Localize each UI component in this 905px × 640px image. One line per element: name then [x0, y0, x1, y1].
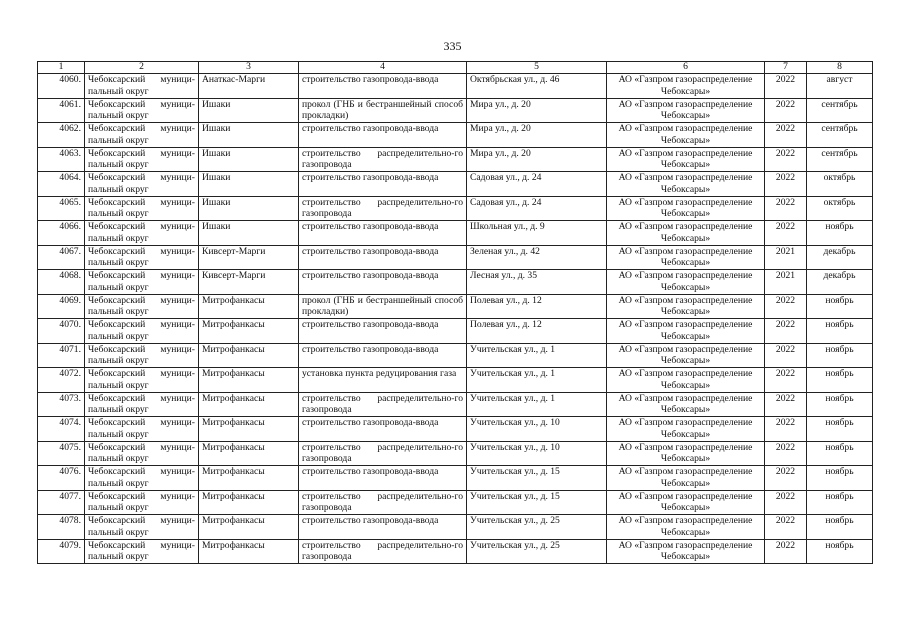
address-cell: Зеленая ул., д. 42 — [467, 245, 607, 270]
year-cell: 2022 — [765, 123, 807, 148]
locality-cell: Ишаки — [199, 221, 299, 246]
month-cell: ноябрь — [807, 392, 873, 417]
district-cell: Чебоксарский муници-пальный округ — [85, 147, 199, 172]
month-cell: сентябрь — [807, 98, 873, 123]
year-cell: 2022 — [765, 319, 807, 344]
table-row — [38, 98, 873, 123]
month-cell: декабрь — [807, 245, 873, 270]
address-cell: Мира ул., д. 20 — [467, 147, 607, 172]
table-row — [38, 196, 873, 221]
row-number-cell: 4066. — [38, 221, 85, 246]
work-type-cell: строительство распределительно-го газопровода — [299, 490, 467, 515]
locality-cell: Митрофанкасы — [199, 441, 299, 466]
locality-cell: Митрофанкасы — [199, 417, 299, 442]
address-cell: Мира ул., д. 20 — [467, 98, 607, 123]
work-type-cell: строительство газопровода-ввода — [299, 270, 467, 295]
address-cell: Октябрьская ул., д. 46 — [467, 74, 607, 99]
column-header: 1 — [38, 62, 85, 74]
work-type-cell: строительство газопровода-ввода — [299, 245, 467, 270]
table-header-row — [38, 62, 873, 74]
month-cell: ноябрь — [807, 417, 873, 442]
work-type-cell: прокол (ГНБ и бестраншейный способ прокладки) — [299, 294, 467, 319]
locality-cell: Митрофанкасы — [199, 515, 299, 540]
year-cell: 2022 — [765, 172, 807, 197]
district-cell: Чебоксарский муници-пальный округ — [85, 98, 199, 123]
table-row — [38, 368, 873, 393]
month-cell: октябрь — [807, 172, 873, 197]
month-cell: сентябрь — [807, 147, 873, 172]
table-row — [38, 417, 873, 442]
table-row — [38, 172, 873, 197]
organization-cell: АО «Газпром газораспределение Чебоксары» — [607, 368, 765, 393]
work-type-cell: строительство распределительно-го газопровода — [299, 392, 467, 417]
district-cell: Чебоксарский муници-пальный округ — [85, 515, 199, 540]
organization-cell: АО «Газпром газораспределение Чебоксары» — [607, 515, 765, 540]
locality-cell: Кивсерт-Марги — [199, 245, 299, 270]
month-cell: ноябрь — [807, 466, 873, 491]
address-cell: Учительская ул., д. 10 — [467, 441, 607, 466]
locality-cell: Кивсерт-Марги — [199, 270, 299, 295]
column-header: 5 — [467, 62, 607, 74]
locality-cell: Ишаки — [199, 147, 299, 172]
work-type-cell: строительство газопровода-ввода — [299, 515, 467, 540]
table-row — [38, 319, 873, 344]
page-number: 335 — [443, 39, 462, 53]
table-row — [38, 466, 873, 491]
district-cell: Чебоксарский муници-пальный округ — [85, 294, 199, 319]
organization-cell: АО «Газпром газораспределение Чебоксары» — [607, 392, 765, 417]
organization-cell: АО «Газпром газораспределение Чебоксары» — [607, 74, 765, 99]
row-number-cell: 4069. — [38, 294, 85, 319]
column-header: 2 — [85, 62, 199, 74]
address-cell: Садовая ул., д. 24 — [467, 172, 607, 197]
year-cell: 2022 — [765, 221, 807, 246]
table-row — [38, 294, 873, 319]
row-number-cell: 4062. — [38, 123, 85, 148]
row-number-cell: 4076. — [38, 466, 85, 491]
row-number-cell: 4060. — [38, 74, 85, 99]
month-cell: ноябрь — [807, 539, 873, 564]
organization-cell: АО «Газпром газораспределение Чебоксары» — [607, 98, 765, 123]
month-cell: ноябрь — [807, 515, 873, 540]
row-number-cell: 4061. — [38, 98, 85, 123]
district-cell: Чебоксарский муници-пальный округ — [85, 245, 199, 270]
work-type-cell: строительство газопровода-ввода — [299, 74, 467, 99]
address-cell: Мира ул., д. 20 — [467, 123, 607, 148]
table-row — [38, 74, 873, 99]
locality-cell: Ишаки — [199, 196, 299, 221]
locality-cell: Ишаки — [199, 123, 299, 148]
year-cell: 2022 — [765, 147, 807, 172]
organization-cell: АО «Газпром газораспределение Чебоксары» — [607, 172, 765, 197]
address-cell: Школьная ул., д. 9 — [467, 221, 607, 246]
address-cell: Учительская ул., д. 10 — [467, 417, 607, 442]
district-cell: Чебоксарский муници-пальный округ — [85, 123, 199, 148]
organization-cell: АО «Газпром газораспределение Чебоксары» — [607, 196, 765, 221]
gasification-table — [37, 61, 873, 564]
district-cell: Чебоксарский муници-пальный округ — [85, 74, 199, 99]
locality-cell: Митрофанкасы — [199, 319, 299, 344]
district-cell: Чебоксарский муници-пальный округ — [85, 270, 199, 295]
locality-cell: Анаткас-Марги — [199, 74, 299, 99]
locality-cell: Ишаки — [199, 172, 299, 197]
row-number-cell: 4070. — [38, 319, 85, 344]
year-cell: 2022 — [765, 343, 807, 368]
district-cell: Чебоксарский муници-пальный округ — [85, 343, 199, 368]
column-header: 4 — [299, 62, 467, 74]
month-cell: ноябрь — [807, 490, 873, 515]
work-type-cell: строительство газопровода-ввода — [299, 221, 467, 246]
locality-cell: Митрофанкасы — [199, 490, 299, 515]
district-cell: Чебоксарский муници-пальный округ — [85, 539, 199, 564]
month-cell: декабрь — [807, 270, 873, 295]
address-cell: Лесная ул., д. 35 — [467, 270, 607, 295]
month-cell: сентябрь — [807, 123, 873, 148]
month-cell: ноябрь — [807, 441, 873, 466]
locality-cell: Митрофанкасы — [199, 392, 299, 417]
work-type-cell: строительство газопровода-ввода — [299, 123, 467, 148]
month-cell: октябрь — [807, 196, 873, 221]
year-cell: 2021 — [765, 245, 807, 270]
table-row — [38, 515, 873, 540]
organization-cell: АО «Газпром газораспределение Чебоксары» — [607, 417, 765, 442]
row-number-cell: 4071. — [38, 343, 85, 368]
row-number-cell: 4073. — [38, 392, 85, 417]
year-cell: 2021 — [765, 270, 807, 295]
address-cell: Учительская ул., д. 25 — [467, 539, 607, 564]
table-row — [38, 441, 873, 466]
month-cell: ноябрь — [807, 319, 873, 344]
column-header: 8 — [807, 62, 873, 74]
work-type-cell: строительство распределительно-го газопровода — [299, 147, 467, 172]
address-cell: Садовая ул., д. 24 — [467, 196, 607, 221]
district-cell: Чебоксарский муници-пальный округ — [85, 417, 199, 442]
locality-cell: Митрофанкасы — [199, 343, 299, 368]
month-cell: ноябрь — [807, 343, 873, 368]
address-cell: Учительская ул., д. 1 — [467, 343, 607, 368]
table-row — [38, 270, 873, 295]
organization-cell: АО «Газпром газораспределение Чебоксары» — [607, 294, 765, 319]
address-cell: Учительская ул., д. 15 — [467, 466, 607, 491]
row-number-cell: 4064. — [38, 172, 85, 197]
row-number-cell: 4079. — [38, 539, 85, 564]
district-cell: Чебоксарский муници-пальный округ — [85, 172, 199, 197]
row-number-cell: 4077. — [38, 490, 85, 515]
organization-cell: АО «Газпром газораспределение Чебоксары» — [607, 270, 765, 295]
table-row — [38, 539, 873, 564]
address-cell: Полевая ул., д. 12 — [467, 294, 607, 319]
year-cell: 2022 — [765, 196, 807, 221]
locality-cell: Митрофанкасы — [199, 294, 299, 319]
work-type-cell: строительство распределительно-го газопровода — [299, 196, 467, 221]
address-cell: Учительская ул., д. 1 — [467, 368, 607, 393]
district-cell: Чебоксарский муници-пальный округ — [85, 441, 199, 466]
year-cell: 2022 — [765, 490, 807, 515]
table-row — [38, 221, 873, 246]
year-cell: 2022 — [765, 466, 807, 491]
year-cell: 2022 — [765, 515, 807, 540]
work-type-cell: строительство газопровода-ввода — [299, 466, 467, 491]
table-row — [38, 147, 873, 172]
work-type-cell: строительство газопровода-ввода — [299, 417, 467, 442]
row-number-cell: 4068. — [38, 270, 85, 295]
year-cell: 2022 — [765, 441, 807, 466]
table-row — [38, 392, 873, 417]
year-cell: 2022 — [765, 417, 807, 442]
column-header: 3 — [199, 62, 299, 74]
district-cell: Чебоксарский муници-пальный округ — [85, 392, 199, 417]
row-number-cell: 4075. — [38, 441, 85, 466]
organization-cell: АО «Газпром газораспределение Чебоксары» — [607, 245, 765, 270]
organization-cell: АО «Газпром газораспределение Чебоксары» — [607, 441, 765, 466]
locality-cell: Митрофанкасы — [199, 368, 299, 393]
year-cell: 2022 — [765, 392, 807, 417]
year-cell: 2022 — [765, 74, 807, 99]
district-cell: Чебоксарский муници-пальный округ — [85, 196, 199, 221]
year-cell: 2022 — [765, 368, 807, 393]
work-type-cell: строительство газопровода-ввода — [299, 319, 467, 344]
organization-cell: АО «Газпром газораспределение Чебоксары» — [607, 221, 765, 246]
row-number-cell: 4074. — [38, 417, 85, 442]
address-cell: Полевая ул., д. 12 — [467, 319, 607, 344]
organization-cell: АО «Газпром газораспределение Чебоксары» — [607, 490, 765, 515]
month-cell: ноябрь — [807, 221, 873, 246]
work-type-cell: строительство распределительно-го газопровода — [299, 441, 467, 466]
year-cell: 2022 — [765, 539, 807, 564]
row-number-cell: 4065. — [38, 196, 85, 221]
district-cell: Чебоксарский муници-пальный округ — [85, 368, 199, 393]
table-row — [38, 490, 873, 515]
row-number-cell: 4078. — [38, 515, 85, 540]
organization-cell: АО «Газпром газораспределение Чебоксары» — [607, 539, 765, 564]
month-cell: ноябрь — [807, 368, 873, 393]
row-number-cell: 4072. — [38, 368, 85, 393]
locality-cell: Митрофанкасы — [199, 466, 299, 491]
district-cell: Чебоксарский муници-пальный округ — [85, 466, 199, 491]
organization-cell: АО «Газпром газораспределение Чебоксары» — [607, 319, 765, 344]
work-type-cell: установка пункта редуцирования газа — [299, 368, 467, 393]
organization-cell: АО «Газпром газораспределение Чебоксары» — [607, 343, 765, 368]
work-type-cell: строительство газопровода-ввода — [299, 172, 467, 197]
table-row — [38, 123, 873, 148]
district-cell: Чебоксарский муници-пальный округ — [85, 221, 199, 246]
organization-cell: АО «Газпром газораспределение Чебоксары» — [607, 147, 765, 172]
column-header: 6 — [607, 62, 765, 74]
month-cell: ноябрь — [807, 294, 873, 319]
work-type-cell: строительство распределительно-го газопровода — [299, 539, 467, 564]
column-header: 7 — [765, 62, 807, 74]
month-cell: август — [807, 74, 873, 99]
locality-cell: Ишаки — [199, 98, 299, 123]
district-cell: Чебоксарский муници-пальный округ — [85, 319, 199, 344]
year-cell: 2022 — [765, 98, 807, 123]
row-number-cell: 4067. — [38, 245, 85, 270]
address-cell: Учительская ул., д. 15 — [467, 490, 607, 515]
organization-cell: АО «Газпром газораспределение Чебоксары» — [607, 466, 765, 491]
table-row — [38, 245, 873, 270]
address-cell: Учительская ул., д. 25 — [467, 515, 607, 540]
organization-cell: АО «Газпром газораспределение Чебоксары» — [607, 123, 765, 148]
year-cell: 2022 — [765, 294, 807, 319]
table-row — [38, 343, 873, 368]
address-cell: Учительская ул., д. 1 — [467, 392, 607, 417]
row-number-cell: 4063. — [38, 147, 85, 172]
work-type-cell: строительство газопровода-ввода — [299, 343, 467, 368]
locality-cell: Митрофанкасы — [199, 539, 299, 564]
work-type-cell: прокол (ГНБ и бестраншейный способ прокладки) — [299, 98, 467, 123]
district-cell: Чебоксарский муници-пальный округ — [85, 490, 199, 515]
